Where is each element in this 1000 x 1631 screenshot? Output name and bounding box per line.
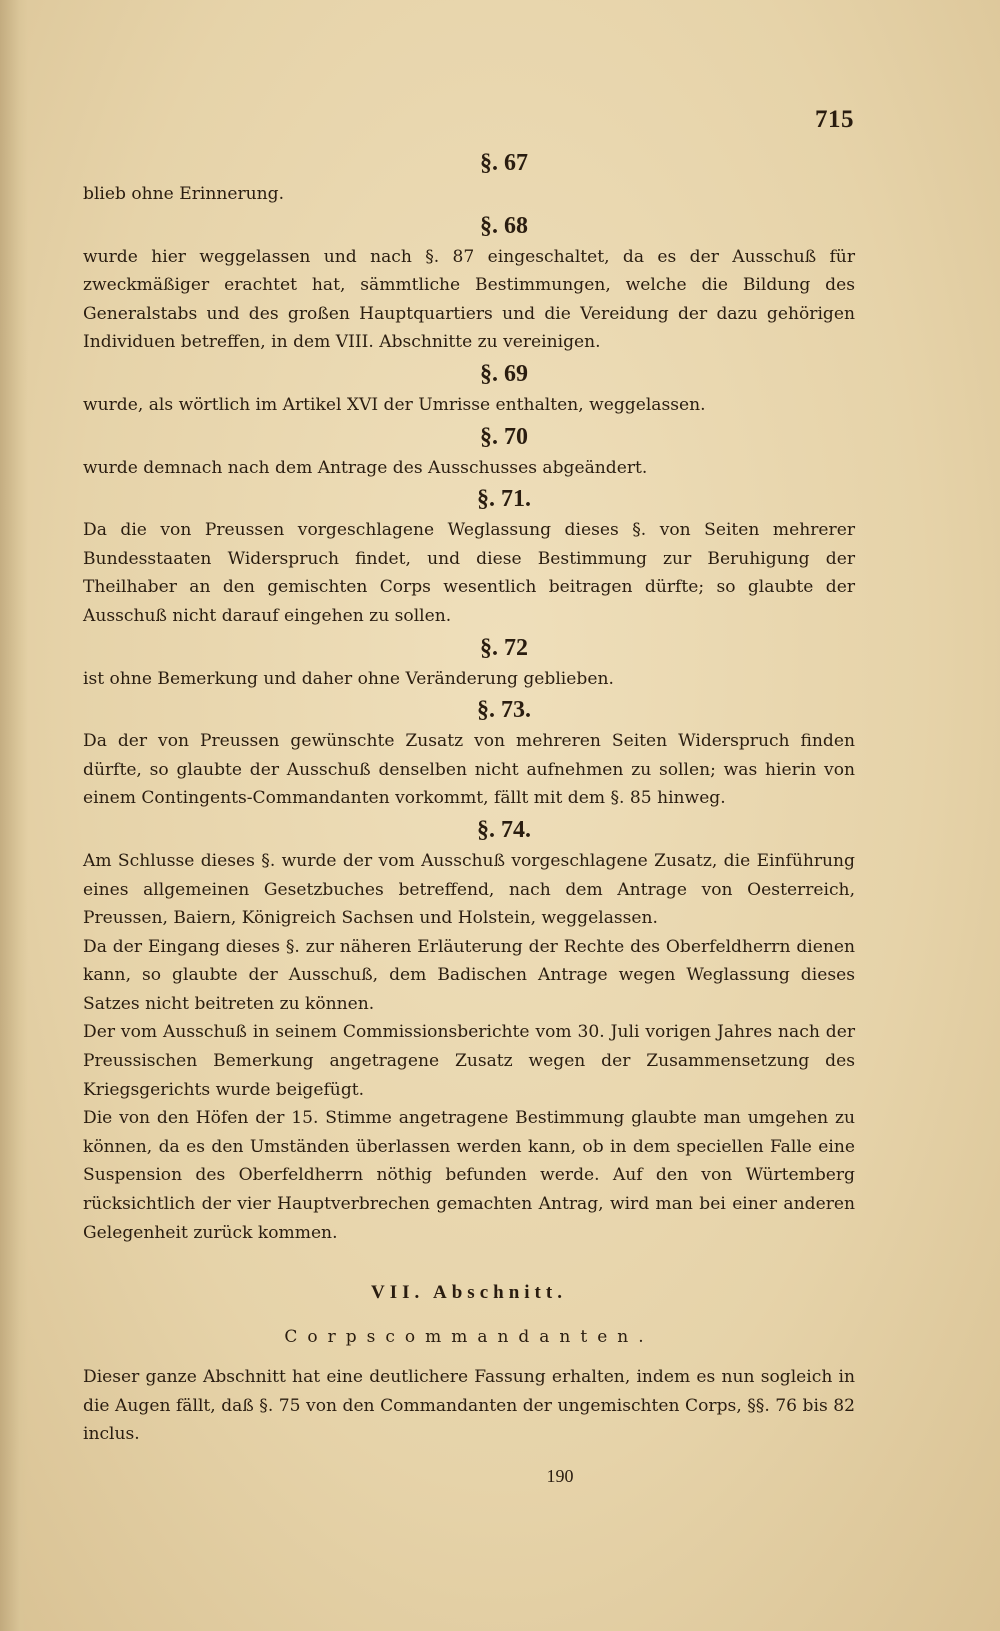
section-heading-71: §. 71. xyxy=(477,486,531,513)
page-number: 715 xyxy=(815,106,854,133)
section-68-text: wurde hier weggelassen und nach §. 87 eingeschaltet, da es der Ausschuß für zweckmäßiger erachtet hat, sämmtliche Bestimmungen, welche die Bildung des Generalstabs und des großen Hauptquartiers und die Vereidung der dazu gehörigen Individuen betreffen, in dem VIII. Abschnitte zu vereinigen. xyxy=(83,246,855,353)
section-74-text-4: Die von den Höfen der 15. Stimme angetragene Bestimmung glaubte man umgehen zu können, da es den Umständen überlassen werden kann, ob in dem speciellen Falle eine Suspension des Oberfeldherrn nöthig befunden werde. Auf den von Würtemberg rücksichtlich der vier Hauptverbrechen gemachten Antrag, wird man bei einer anderen Gelegenheit zurück kommen. xyxy=(83,1108,855,1243)
section-heading-70: §. 70 xyxy=(480,423,528,450)
section-71-text: Da die von Preussen vorgeschlagene Weglassung dieses §. von Seiten mehrerer Bundesstaaten Widerspruch findet, und diese Bestimmung zur Beruhigung der Theilhaber an den gemischten Corps wesentlich beitragen dürfte; so glaubte der Ausschuß nicht darauf eingehen zu sollen. xyxy=(83,520,855,626)
section-72-text: ist ohne Bemerkung und daher ohne Veränderung geblieben. xyxy=(83,668,614,689)
section-heading-69: §. 69 xyxy=(480,360,528,387)
section-73-text: Da der von Preussen gewünschte Zusatz von mehreren Seiten Widerspruch finden dürfte, so glaubte der Ausschuß denselben nicht aufnehmen zu sollen; was hierin von einem Contingents-Commandanten vorkommt, fällt mit dem §. 85 hinweg. xyxy=(83,731,855,809)
section-heading-67: §. 67 xyxy=(480,150,528,176)
printer-signature-mark: 190 xyxy=(546,1466,574,1486)
section-heading-68: §. 68 xyxy=(480,212,528,239)
chapter-subtitle: Corpscommandanten. xyxy=(284,1327,654,1348)
chapter-title: VII. Abschnitt. xyxy=(371,1282,567,1304)
chapter-intro-text: Dieser ganze Abschnitt hat eine deutlichere Fassung erhalten, indem es nun sogleich in die Augen fällt, daß §. 75 von den Commandanten der ungemischten Corps, §§. 76 bis 82 inclus. xyxy=(83,1367,855,1445)
section-69-text: wurde, als wörtlich im Artikel XVI der Umrisse enthalten, weggelassen. xyxy=(83,394,706,415)
section-74-text-1: Am Schlusse dieses §. wurde der vom Ausschuß vorgeschlagene Zusatz, die Einführung eines allgemeinen Gesetzbuches betreffend, nach dem Antrage von Oesterreich, Preussen, Baiern, Königreich Sachsen und Holstein, weggelassen. xyxy=(83,850,855,929)
section-67-text: blieb ohne Erinnerung. xyxy=(83,184,285,204)
section-heading-74: §. 74. xyxy=(477,816,531,843)
section-74-text-3: Der vom Ausschuß in seinem Commissionsberichte vom 30. Juli vorigen Jahres nach der Preussischen Bemerkung angetragene Zusatz wegen der Zusammensetzung des Kriegsgerichts wurde beigefügt. xyxy=(83,1022,855,1100)
section-74-text-2: Da der Eingang dieses §. zur näheren Erläuterung der Rechte des Oberfeldherrn dienen kann, so glaubte der Ausschuß, dem Badischen Antrage wegen Weglassung dieses Satzes nicht beitreten zu können. xyxy=(83,936,855,1014)
section-heading-72: §. 72 xyxy=(480,634,528,661)
section-heading-73: §. 73. xyxy=(477,697,531,724)
section-70-text: wurde demnach nach dem Antrage des Ausschusses abgeändert. xyxy=(83,457,648,478)
page-content xyxy=(83,146,855,1449)
